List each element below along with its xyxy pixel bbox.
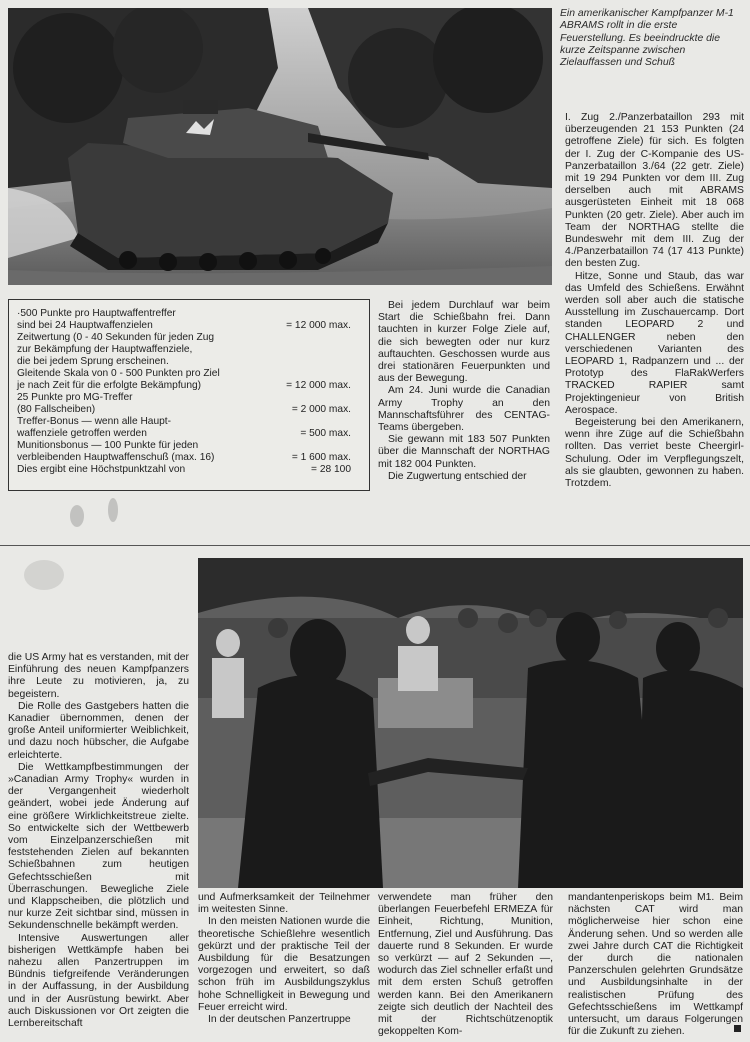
- ink-smudge: [24, 560, 64, 590]
- points-row-2-text: sind bei 24 Hauptwaffenzielen: [17, 320, 153, 331]
- bottom-left-paragraph-1: die US Army hat es verstanden, mit der Einführung des neuen Kampfpanzers ihre Leute zu motivieren, ja, zu begeistern.: [8, 652, 189, 700]
- points-row-10-text: Treffer-Bonus — wenn alle Haupt-: [17, 416, 172, 427]
- points-row-13-text: verbleibenden Hauptwaffenschuß (max. 16): [17, 452, 215, 463]
- points-row-9: [17, 404, 367, 416]
- middle-paragraph-4: Die Zugwertung entschied der: [388, 470, 527, 482]
- bottom-left-paragraph-3: Die Wettkampfbestimmungen der »Canadian Army Trophy« wurden in der Vergangenheit wiederholt geändert, wobei jede Änderung auf eine größere Wirklichkeitstreue zielte. So entwickelte sich der Wettbewerb vom Einzelpanzerschießen mit feststehenden Zielen auf bekannten Schießbahnen zum heutigen Gefechtsschießen mit Überraschungen. Bewegliche Ziele und Klappscheiben, die plötzlich und nur kurze Zeit sichtbar sind, müssen in Sekundenschnelle bekämpft werden.: [8, 761, 189, 932]
- points-row-12: [17, 440, 367, 452]
- points-row-7-value: = 12 000 max.: [286, 380, 351, 391]
- bottom-column-4: [568, 892, 743, 1038]
- points-row-9-value: = 2 000 max.: [291, 404, 351, 415]
- middle-paragraph-1: Bei jedem Durchlauf war beim Start die Schießbahn frei. Dann tauchten in kurzer Folge Ziele auf, die sich bewegten oder nur kurz auftauchten. Geschossen wurde aus drei stationären Feuerpunkten und aus der Bewegung.: [378, 300, 550, 385]
- bottom-left-column: [8, 652, 189, 1030]
- points-table: [8, 299, 370, 491]
- points-row-14: [17, 464, 367, 476]
- points-row-1-text: ·500 Punkte pro Hauptwaffentreffer: [17, 308, 176, 319]
- points-row-5: [17, 356, 367, 368]
- bottom-col3-paragraph-1: verwendete man früher den überlangen Feuerbefehl ERMEZA für Einheit, Richtung, Munition, Entfernung, Ziel und Ausführung. Das dauerte rund 8 Sekunden. Er wurde so verkürzt — auf 2 Sekunden —, wodurch das Ziel schneller erfaßt und mit dem ersten Schuß getroffen werden kann. Bei den Amerikanern zeigte sich deutlich der Nachteil des mit der Richtschützenoptik gekoppelten Kom-: [378, 892, 553, 1038]
- bottom-left-paragraph-4: Intensive Auswertungen aller bisherigen Wettkämpfe haben bei nahezu allen Panzertruppen im Bündnis tiefgreifende Veränderungen in der Auffassung, in der Ausbildung und in der Ausrüstung bewirkt. Aber auch Diskussionen vor Ort zeigten die Lernbereitschaft: [8, 932, 189, 1030]
- top-right-paragraph-3: Begeisterung bei den Amerikanern, wenn ihre Züge auf die Schießbahn rollten. Das verriet beste Cheergirl-Schulung. Oder im Verpflegungszelt, als sie glaubten, gewonnen zu haben. Trotzdem.: [565, 417, 744, 490]
- photo-caption: Ein amerikanischer Kampfpanzer M-1 ABRAMS rollt in die erste Feuerstellung. Es beeindruckte die kurze Zeitspanne zwischen Zielauffassen und Schuß: [560, 8, 734, 69]
- points-row-13: [17, 452, 367, 464]
- section-divider: [0, 545, 750, 546]
- crowd-photo-art: [198, 558, 743, 888]
- points-row-6-text: Gleitende Skala von 0 - 500 Punkten pro Ziel: [17, 368, 220, 379]
- points-row-8: [17, 392, 367, 404]
- points-row-11: [17, 428, 367, 440]
- tank-photo-art: [8, 8, 552, 285]
- bottom-left-paragraph-2: Die Rolle des Gastgebers hatten die Kanadier übernommen, denen der große Anteil uniformierter Weiblichkeit, und dazu noch hübscher, die Aufgabe erleichterte.: [8, 700, 189, 761]
- points-row-3-text: Zeitwertung (0 - 40 Sekunden für jeden Zug: [17, 332, 215, 343]
- points-row-7: [17, 380, 367, 392]
- tank-photo: [8, 8, 552, 285]
- bottom-column-3: [378, 892, 553, 1038]
- bottom-col2-paragraph-1: und Aufmerksamkeit der Teilnehmer im weitesten Sinne.: [198, 892, 370, 916]
- top-right-paragraph-2: Hitze, Sonne und Staub, das war das Umfeld des Schießens. Erwähnt werden soll aber auch die statische Ausstellung im Zuschauercamp. Dort standen LEOPARD 2 und CHALLENGER neben den verschiedenen Varianten des LEOPARD 1, Radpanzern und ... der Prototyp des FlaRakWerfers TRACKED RAPIER samt Projektingenieur von British Aerospace.: [565, 270, 744, 416]
- points-row-6: [17, 368, 367, 380]
- bottom-column-2: [198, 892, 370, 1026]
- points-row-9-text: (80 Fallscheiben): [17, 404, 96, 415]
- points-row-11-text: waffenziele getroffen werden: [17, 428, 147, 439]
- middle-paragraph-2: Am 24. Juni wurde die Canadian Army Trophy an den Mannschaftsführer des CENTAG-Teams übergeben.: [378, 385, 550, 434]
- ink-smudge: [108, 498, 118, 522]
- crowd-photo: [198, 558, 743, 888]
- points-row-2-value: = 12 000 max.: [286, 320, 351, 331]
- bottom-col2-paragraph-2: In den meisten Nationen wurde die theoretische Schießlehre wesentlich gekürzt und der praktische Teil der Ausbildung für die Besatzungen vorgezogen und erweitert, so daß schon früh im Ausbildungszyklus hohe Schnelligkeit in Bewegung und Feuer erreicht wird.: [198, 916, 370, 1013]
- points-row-14-text: Dies ergibt eine Höchstpunktzahl von: [17, 464, 186, 475]
- points-row-1: [17, 308, 367, 320]
- points-row-14-value: = 28 100: [311, 464, 351, 475]
- middle-paragraph-3: Sie gewann mit 183 507 Punkten über die Mannschaft der NORTHAG mit 182 004 Punkten.: [378, 434, 550, 470]
- points-row-11-value: = 500 max.: [300, 428, 351, 439]
- points-row-3: [17, 332, 367, 344]
- end-square-icon: [734, 1025, 741, 1032]
- bottom-col4-paragraph-1: mandantenperiskops beim M1. Beim nächsten CAT wird man möglicherweise hier schon eine Änderung sehen. Und so werden alle zwei Jahre durch CAT die Richtigkeit der durch die nationalen Panzerschulen gelehrten Grundsätze und Ausbildungsinhalte in der realistischen Prüfung des Gefechtsschießens im Wettkampf untersucht, um daraus Folgerungen für die Zukunft zu ziehen.: [568, 892, 743, 1038]
- points-row-4: [17, 344, 367, 356]
- points-row-13-value: = 1 600 max.: [291, 452, 351, 463]
- points-row-2: [17, 320, 367, 332]
- points-row-10: [17, 416, 367, 428]
- bottom-col2-paragraph-3: In der deutschen Panzertruppe: [208, 1014, 351, 1026]
- points-row-5-text: die bei jedem Sprung erscheinen.: [17, 356, 169, 367]
- top-right-paragraph-1: I. Zug 2./Panzerbataillon 293 mit überzeugenden 21 153 Punkten (24 getroffene Ziele) für sich. Es folgten der I. Zug der C-Kompanie des US-Panzerbataillon 3./64 (22 getr. Ziele) mit 19 294 Punkten vor dem III. Zug derselben auch mit ABRAMS ausgerüsteten Einheit mit 18 068 Punkten (20 getr. Ziele). Aber auch im Team der NORTHAG stellte die Bundeswehr mit dem III. Zug der 4./Panzerbataillon 74 (17 413 Punkte) den besten Zug.: [565, 112, 744, 270]
- points-row-4-text: zur Bekämpfung der Hauptwaffenziele,: [17, 344, 193, 355]
- points-row-8-text: 25 Punkte pro MG-Treffer: [17, 392, 133, 403]
- top-right-column: [565, 112, 744, 490]
- ink-smudge: [70, 505, 84, 527]
- points-row-12-text: Munitionsbonus — 100 Punkte für jeden: [17, 440, 199, 451]
- points-row-7-text: je nach Zeit für die erfolgte Bekämpfung): [17, 380, 202, 391]
- middle-column: [378, 300, 550, 483]
